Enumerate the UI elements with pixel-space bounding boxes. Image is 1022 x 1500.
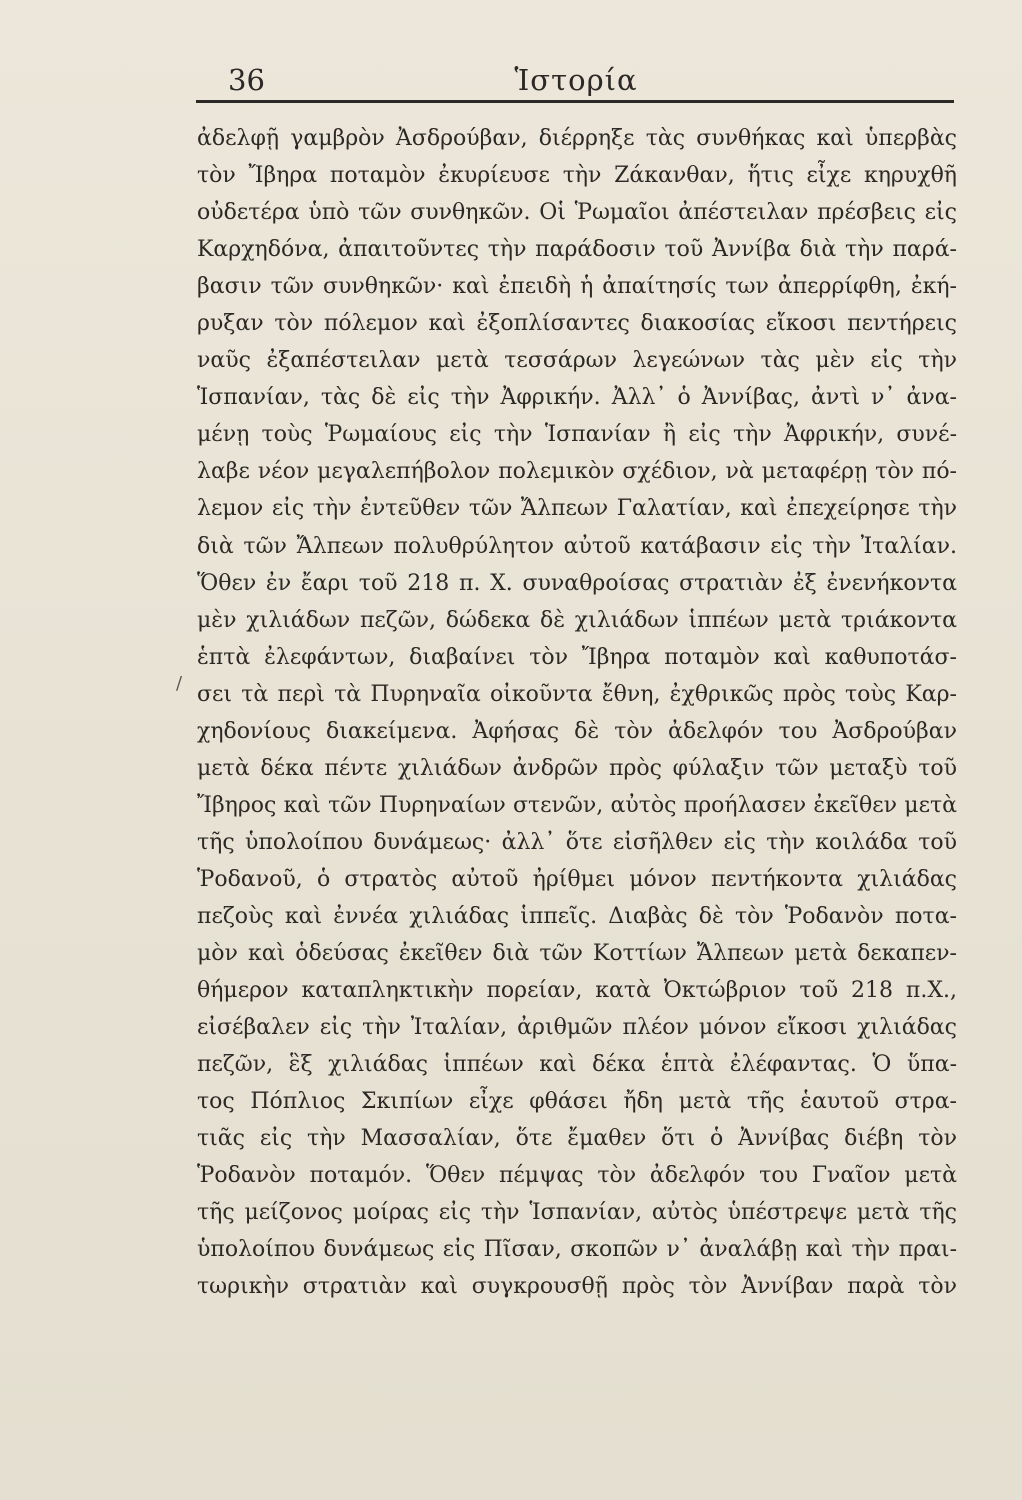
text-line: τῆς μείζονος μοίρας εἰς τὴν Ἱσπανίαν, αὐτὸς ὑπέστρεψε μετὰ τῆς [197, 1200, 957, 1226]
page-number: 36 [228, 63, 265, 97]
text-line: λεμον εἰς τὴν ἐντεῦθεν τῶν Ἄλπεων Γαλατίαν, καὶ ἐπεχείρησε τὴν [197, 496, 957, 522]
text-line: τῆς ὑπολοίπου δυνάμεως· ἀλλ᾽ ὅτε εἰσῆλθεν εἰς τὴν κοιλάδα τοῦ [197, 829, 957, 855]
text-line: τιᾶς εἰς τὴν Μασσαλίαν, ὅτε ἔμαθεν ὅτι ὁ Ἀννίβας διέβη τὸν [197, 1126, 957, 1152]
header-rule [196, 100, 954, 103]
text-line: ὑπολοίπου δυνάμεως εἰς Πῖσαν, σκοπῶν ν᾽ ἀναλάβῃ καὶ τὴν πραι- [197, 1237, 957, 1263]
text-line: ναῦς ἐξαπέστειλαν μετὰ τεσσάρων λεγεώνων τὰς μὲν εἰς τὴν [197, 348, 957, 374]
text-line: μὲν χιλιάδων πεζῶν, δώδεκα δὲ χιλιάδων ἱππέων μετὰ τριάκοντα [197, 607, 957, 633]
text-line: Ῥοδανοῦ, ὁ στρατὸς αὐτοῦ ἠρίθμει μόνον πεντήκοντα χιλιάδας [197, 866, 957, 892]
running-title: Ἱστορία [514, 63, 638, 97]
text-line: ἑπτὰ ἐλεφάντων, διαβαίνει τὸν Ἴβηρα ποταμὸν καὶ καθυποτάσ- [197, 644, 957, 670]
text-line: Ἱσπανίαν, τὰς δὲ εἰς τὴν Ἀφρικήν. Ἀλλ᾽ ὁ Ἀννίβας, ἀντὶ ν᾽ ἀνα- [197, 385, 957, 411]
text-line: χηδονίους διακείμενα. Ἀφήσας δὲ τὸν ἀδελφόν του Ἀσδρούβαν [197, 718, 957, 744]
body-text [197, 120, 957, 1306]
text-line: εἰσέβαλεν εἰς τὴν Ἰταλίαν, ἀριθμῶν πλέον μόνον εἴκοσι χιλιάδας [197, 1015, 957, 1041]
text-line: τὸν Ἴβηρα ποταμὸν ἐκυρίευσε τὴν Ζάκανθαν, ἥτις εἶχε κηρυχθῆ [197, 163, 957, 189]
text-line: σει τὰ περὶ τὰ Πυρηναῖα οἰκοῦντα ἔθνη, ἐχθρικῶς πρὸς τοὺς Καρ- [197, 681, 957, 707]
text-line: πεζῶν, ἓξ χιλιάδας ἱππέων καὶ δέκα ἑπτὰ ἐλέφαντας. Ὁ ὕπα- [197, 1052, 957, 1078]
text-line: ἀδελφῇ γαμβρὸν Ἀσδρούβαν, διέρρηξε τὰς συνθήκας καὶ ὑπερβὰς [197, 126, 957, 151]
text-line: Ἴβηρος καὶ τῶν Πυρηναίων στενῶν, αὐτὸς προήλασεν ἐκεῖθεν μετὰ [197, 792, 957, 818]
text-line: βασιν τῶν συνθηκῶν· καὶ ἐπειδὴ ἡ ἀπαίτησίς των ἀπερρίφθη, ἐκή- [197, 274, 957, 300]
text-line: ρυξαν τὸν πόλεμον καὶ ἐξοπλίσαντες διακοσίας εἴκοσι πεντήρεις [197, 311, 957, 337]
text-line: οὐδετέρα ὑπὸ τῶν συνθηκῶν. Οἱ Ῥωμαῖοι ἀπέστειλαν πρέσβεις εἰς [197, 200, 957, 226]
page-header [196, 62, 956, 102]
text-line: μένῃ τοὺς Ῥωμαίους εἰς τὴν Ἱσπανίαν ἢ εἰς τὴν Ἀφρικήν, συνέ- [197, 422, 957, 448]
text-line: μετὰ δέκα πέντε χιλιάδων ἀνδρῶν πρὸς φύλαξιν τῶν μεταξὺ τοῦ [197, 755, 957, 781]
text-line: Καρχηδόνα, ἀπαιτοῦντες τὴν παράδοσιν τοῦ Ἀννίβα διὰ τὴν παρά- [197, 237, 957, 263]
text-line: θήμερον καταπληκτικὴν πορείαν, κατὰ Ὀκτώβριον τοῦ 218 π.Χ., [197, 978, 957, 1004]
text-line: Ῥοδανὸν ποταμόν. Ὅθεν πέμψας τὸν ἀδελφόν του Γναῖον μετὰ [197, 1163, 957, 1189]
text-line: τος Πόπλιος Σκιπίων εἶχε φθάσει ἤδη μετὰ τῆς ἑαυτοῦ στρα- [197, 1089, 957, 1115]
text-line: διὰ τῶν Ἄλπεων πολυθρύλητον αὐτοῦ κατάβασιν εἰς τὴν Ἰταλίαν. [197, 533, 957, 559]
text-line: Ὅθεν ἐν ἔαρι τοῦ 218 π. Χ. συναθροίσας στρατιὰν ἐξ ἐνενήκοντα [197, 570, 957, 596]
text-line: πεζοὺς καὶ ἐννέα χιλιάδας ἱππεῖς. Διαβὰς δὲ τὸν Ῥοδανὸν ποτα- [197, 903, 957, 929]
text-line: λαβε νέον μεγαλεπήβολον πολεμικὸν σχέδιον, νὰ μεταφέρῃ τὸν πό- [197, 459, 957, 485]
text-line: τωρικὴν στρατιὰν καὶ συγκρουσθῇ πρὸς τὸν Ἀννίβαν παρὰ τὸν [197, 1274, 957, 1300]
margin-mark: / [176, 673, 183, 694]
text-line: μὸν καὶ ὁδεύσας ἐκεῖθεν διὰ τῶν Κοττίων Ἄλπεων μετὰ δεκαπεν- [197, 941, 957, 967]
